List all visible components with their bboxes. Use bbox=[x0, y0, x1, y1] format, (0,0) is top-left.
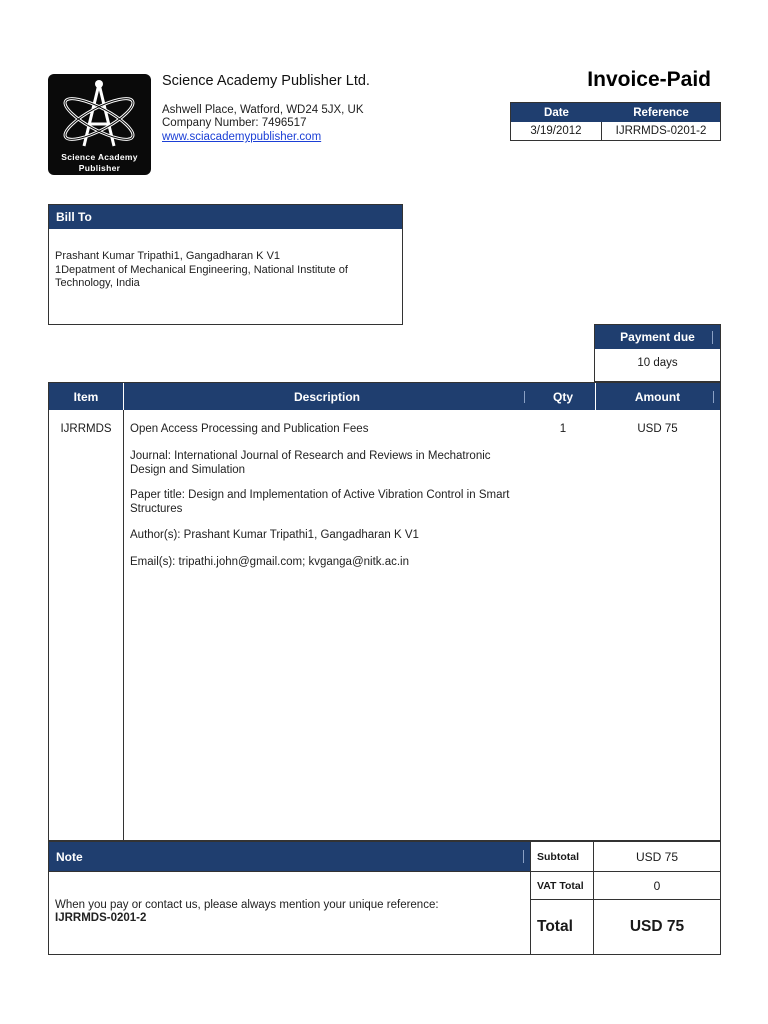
description-journal bbox=[130, 450, 530, 477]
date-reference-table bbox=[510, 102, 721, 141]
logo-text-line1: Science Academy bbox=[61, 152, 138, 162]
items-table bbox=[48, 382, 721, 841]
total-value: USD 75 bbox=[629, 918, 685, 935]
item-amount: USD 75 bbox=[637, 423, 678, 435]
total-label: Total bbox=[537, 918, 573, 935]
note-message: When you pay or contact us, please always mention your unique reference: bbox=[55, 899, 439, 911]
header-separator bbox=[712, 331, 713, 344]
bill-to-header: Bill To bbox=[49, 205, 402, 229]
amount-header: Amount bbox=[634, 389, 681, 404]
header-separator bbox=[123, 383, 124, 410]
description-fee: Open Access Processing and Publication Fees bbox=[130, 423, 369, 435]
paper-line1: Paper title: Design and Implementation of Active Vibration Control in Smart bbox=[130, 489, 510, 501]
invoice-date: 3/19/2012 bbox=[511, 122, 602, 140]
header-separator bbox=[595, 383, 596, 410]
subtotal-label: Subtotal bbox=[537, 850, 579, 863]
journal-line2: Design and Simulation bbox=[130, 463, 246, 476]
payment-due-header: Payment due bbox=[595, 325, 720, 349]
item-qty: 1 bbox=[559, 423, 567, 435]
subtotal-value: USD 75 bbox=[635, 849, 679, 864]
bill-to-address bbox=[55, 250, 395, 291]
items-table-header bbox=[49, 383, 720, 410]
totals-box bbox=[531, 841, 721, 955]
description-authors: Author(s): Prashant Kumar Tripathi1, Gangadharan K V1 bbox=[130, 529, 419, 541]
company-address: Ashwell Place, Watford, WD24 5JX, UK bbox=[162, 104, 364, 116]
item-header: Item bbox=[73, 389, 99, 404]
journal-line1: Journal: International Journal of Research and Reviews in Mechatronic bbox=[130, 450, 491, 462]
paper-line2: Structures bbox=[130, 502, 183, 515]
note-header: Note bbox=[49, 842, 530, 871]
bill-to-line2: 1Depatment of Mechanical Engineering, National Institute of bbox=[55, 263, 348, 276]
description-header: Description bbox=[293, 389, 360, 404]
reference-header: Reference bbox=[633, 106, 689, 119]
note-box bbox=[48, 841, 531, 955]
bill-to-line1: Prashant Kumar Tripathi1, Gangadharan K V1 bbox=[55, 250, 281, 262]
bill-to-box bbox=[48, 204, 403, 325]
date-header: Date bbox=[544, 106, 569, 119]
description-emails: Email(s): tripathi.john@gmail.com; kvganga@nitk.ac.in bbox=[130, 556, 410, 568]
note-reference: IJRRMDS-0201-2 bbox=[55, 912, 147, 924]
column-divider bbox=[123, 410, 124, 840]
description-paper-title bbox=[130, 489, 530, 516]
payment-due-box bbox=[594, 324, 721, 382]
qty-header: Qty bbox=[552, 389, 573, 404]
company-name: Science Academy Publisher Ltd. bbox=[162, 73, 370, 89]
company-website-link[interactable]: www.sciacademypublisher.com bbox=[162, 131, 322, 143]
date-reference-values bbox=[511, 122, 720, 140]
vat-total-label: VAT Total bbox=[537, 879, 584, 892]
header-separator bbox=[524, 391, 525, 403]
payment-due-value: 10 days bbox=[637, 357, 678, 369]
header-separator bbox=[523, 850, 524, 863]
date-reference-header bbox=[511, 103, 720, 122]
publisher-logo bbox=[48, 74, 151, 175]
company-number: Company Number: 7496517 bbox=[162, 117, 307, 129]
invoice-title: Invoice-Paid bbox=[587, 68, 711, 91]
logo-text-line2: Publisher bbox=[78, 163, 121, 173]
header-separator bbox=[713, 391, 714, 403]
invoice-reference: IJRRMDS-0201-2 bbox=[615, 125, 707, 137]
bill-to-line3: Technology, India bbox=[55, 277, 140, 289]
note-divider bbox=[49, 871, 530, 872]
vat-total-value: 0 bbox=[653, 878, 661, 893]
note-text bbox=[55, 899, 439, 925]
item-code: IJRRMDS bbox=[60, 423, 112, 435]
